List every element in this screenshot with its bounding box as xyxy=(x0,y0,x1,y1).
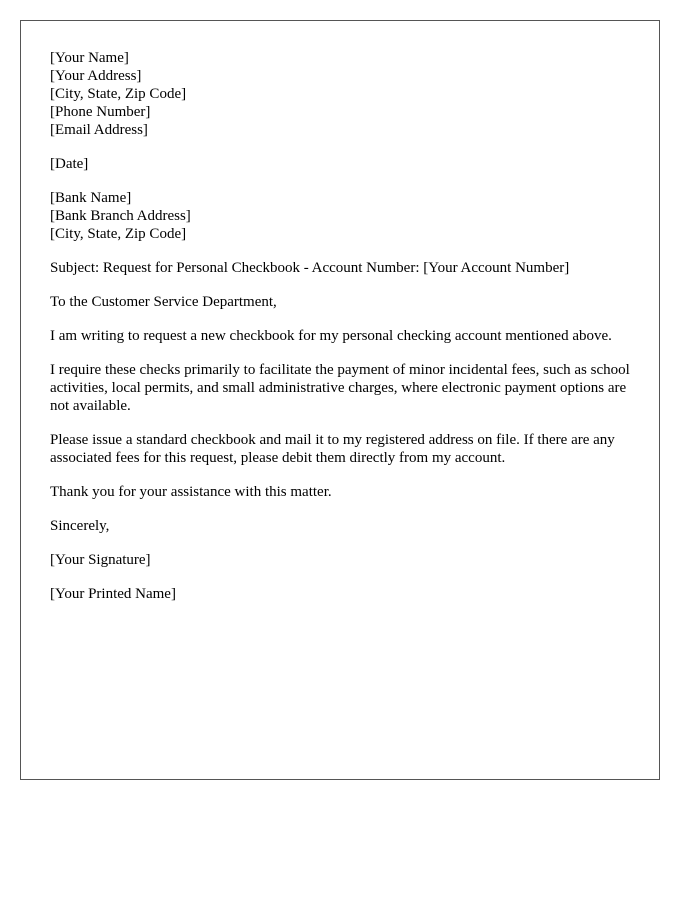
sender-address: [Your Address] xyxy=(50,68,142,84)
recipient-branch-address: [Bank Branch Address] xyxy=(50,208,191,224)
recipient-block xyxy=(50,189,640,243)
date-block xyxy=(50,155,640,173)
sender-email: [Email Address] xyxy=(50,122,148,138)
letter-date: [Date] xyxy=(50,156,89,172)
body-paragraph-3: Please issue a standard checkbook and mail it to my registered address on file. If there are any associated fees for this request, please debit them directly from my account. xyxy=(50,432,615,466)
recipient-city-state-zip: [City, State, Zip Code] xyxy=(50,226,187,242)
closing: Sincerely, xyxy=(50,518,110,534)
letter-page xyxy=(20,20,660,780)
salutation: To the Customer Service Department, xyxy=(50,294,277,310)
body-paragraph-1: I am writing to request a new checkbook for my personal checking account mentioned above. xyxy=(50,328,612,344)
sender-city-state-zip: [City, State, Zip Code] xyxy=(50,86,187,102)
subject-line: Subject: Request for Personal Checkbook - Account Number: [Your Account Number] xyxy=(50,260,570,276)
letter-content xyxy=(50,49,640,619)
body-paragraph-4: Thank you for your assistance with this matter. xyxy=(50,484,332,500)
recipient-bank-name: [Bank Name] xyxy=(50,190,132,206)
body-paragraph-2: I require these checks primarily to facilitate the payment of minor incidental fees, such as school activities, local permits, and small administrative charges, where electronic payment options are not available. xyxy=(50,362,630,414)
printed-name: [Your Printed Name] xyxy=(50,586,176,602)
sender-name: [Your Name] xyxy=(50,50,129,66)
sender-phone: [Phone Number] xyxy=(50,104,151,120)
sender-block xyxy=(50,49,640,139)
signature: [Your Signature] xyxy=(50,552,151,568)
